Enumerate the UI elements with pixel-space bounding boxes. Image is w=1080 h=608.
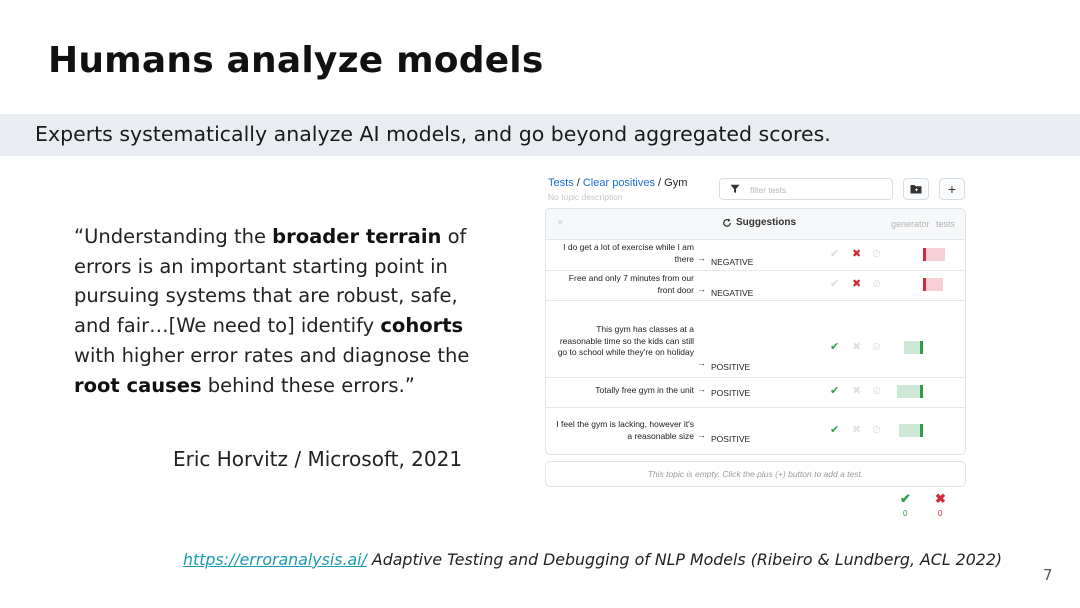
- score-bar: [923, 248, 945, 261]
- reject-icon[interactable]: ✖: [852, 341, 862, 353]
- breadcrumb-tests-link[interactable]: Tests: [548, 177, 574, 189]
- folder-icon: [910, 184, 922, 194]
- suggestion-row[interactable]: [546, 239, 965, 271]
- test-input-text[interactable]: I feel the gym is lacking, however it's a reasonable size: [556, 419, 694, 441]
- score-bar: [904, 341, 923, 354]
- quote-part: behind these errors.”: [201, 373, 415, 397]
- footer-citation: [183, 550, 1002, 569]
- suggestions-header: [546, 209, 965, 240]
- score-bar-marker: [920, 385, 923, 398]
- off-topic-icon[interactable]: ⊘: [872, 341, 882, 353]
- score-bar: [899, 424, 923, 437]
- score-bar: [923, 278, 943, 291]
- score-bar: [897, 385, 923, 398]
- approve-icon[interactable]: ✔: [830, 385, 840, 397]
- test-input-text[interactable]: I do get a lot of exercise while I am there: [563, 242, 694, 264]
- test-output-label[interactable]: NEGATIVE: [711, 287, 754, 298]
- quote-part: with higher error rates and diagnose the: [74, 343, 470, 367]
- fail-count: 0: [938, 509, 943, 518]
- suggestion-row[interactable]: [546, 377, 965, 408]
- filter-box[interactable]: [719, 178, 893, 200]
- adaptive-testing-ui: [545, 170, 970, 520]
- approve-icon[interactable]: ✔: [830, 424, 840, 436]
- plus-icon: +: [947, 181, 957, 197]
- approve-icon[interactable]: ✔: [830, 341, 840, 353]
- test-input-text[interactable]: Totally free gym in the unit: [595, 385, 694, 395]
- suggestion-row[interactable]: [546, 270, 965, 301]
- arrow-right-icon: →: [697, 252, 706, 263]
- slide-title: Humans analyze models: [48, 40, 544, 81]
- breadcrumb-separator: /: [573, 177, 583, 189]
- approve-icon[interactable]: ✔: [830, 248, 840, 260]
- off-topic-icon[interactable]: ⊘: [872, 385, 882, 397]
- test-output-label[interactable]: POSITIVE: [711, 361, 751, 372]
- pass-count: 0: [903, 509, 908, 518]
- suggestion-row[interactable]: [546, 319, 965, 378]
- test-output-label[interactable]: POSITIVE: [711, 433, 751, 444]
- generator-column-header: generator: [891, 219, 930, 229]
- arrow-right-icon: →: [697, 357, 706, 368]
- approve-icon[interactable]: ✔: [830, 278, 840, 290]
- arrow-right-icon: →: [697, 429, 706, 440]
- pass-total-icon: ✔: [900, 491, 911, 506]
- breadcrumb: [548, 177, 687, 189]
- off-topic-icon[interactable]: ⊘: [872, 248, 882, 260]
- suggestions-label: Suggestions: [736, 217, 797, 228]
- arrow-right-icon: →: [697, 384, 706, 394]
- funnel-icon: [730, 184, 740, 194]
- quote-emphasis: root causes: [74, 373, 202, 397]
- slide-subtitle: Experts systematically analyze AI models, and go beyond aggregated scores.: [35, 122, 831, 146]
- suggestions-panel: [545, 208, 966, 455]
- citation-text: Adaptive Testing and Debugging of NLP Models (Ribeiro & Lundberg, ACL 2022): [366, 550, 1003, 569]
- quote-part: “Understanding the: [74, 225, 273, 248]
- reject-icon[interactable]: ✖: [852, 385, 862, 397]
- breadcrumb-current: Gym: [664, 177, 688, 189]
- suggestions-button[interactable]: [722, 217, 796, 228]
- new-folder-button[interactable]: [903, 178, 929, 200]
- erroranalysis-link[interactable]: https://erroranalysis.ai/: [183, 550, 367, 569]
- add-test-button[interactable]: [939, 178, 965, 200]
- suggestion-row[interactable]: [546, 407, 965, 455]
- reject-icon[interactable]: ✖: [852, 278, 862, 290]
- breadcrumb-separator: /: [655, 177, 665, 189]
- score-bar-marker: [920, 424, 923, 437]
- score-bar-marker: [920, 341, 923, 354]
- test-output-label[interactable]: NEGATIVE: [711, 256, 754, 267]
- tests-column-header: tests: [936, 219, 956, 229]
- topic-description[interactable]: No topic description: [548, 192, 623, 202]
- quote-emphasis: cohorts: [380, 314, 464, 338]
- empty-topic-message: This topic is empty. Click the plus (+) button to add a test.: [545, 461, 966, 487]
- close-icon[interactable]: ×: [557, 217, 564, 229]
- reject-icon[interactable]: ✖: [852, 248, 862, 260]
- filter-input[interactable]: [748, 182, 892, 198]
- refresh-icon: [722, 218, 732, 228]
- arrow-right-icon: →: [697, 283, 706, 294]
- fail-total-icon: ✖: [935, 491, 946, 506]
- page-number: 7: [1043, 566, 1053, 584]
- test-input-text[interactable]: Free and only 7 minutes from our front door: [568, 273, 694, 295]
- quote-emphasis: broader terrain: [272, 225, 442, 248]
- off-topic-icon[interactable]: ⊘: [872, 278, 882, 290]
- test-output-label[interactable]: POSITIVE: [711, 388, 751, 398]
- quote-attribution: Eric Horvitz / Microsoft, 2021: [173, 447, 463, 471]
- quote-text: [74, 222, 474, 400]
- off-topic-icon[interactable]: ⊘: [872, 424, 882, 436]
- breadcrumb-clear-positives-link[interactable]: Clear positives: [582, 177, 655, 189]
- test-input-text[interactable]: This gym has classes at a reasonable time so the kids can still go to school while they're on holiday: [557, 324, 694, 357]
- quote-part: of errors is an important starting point in pursuing systems that are robust, safe, and fair…[We need to] identify: [74, 225, 467, 338]
- reject-icon[interactable]: ✖: [852, 424, 862, 436]
- score-bar-marker: [923, 278, 926, 291]
- score-bar-marker: [923, 248, 926, 261]
